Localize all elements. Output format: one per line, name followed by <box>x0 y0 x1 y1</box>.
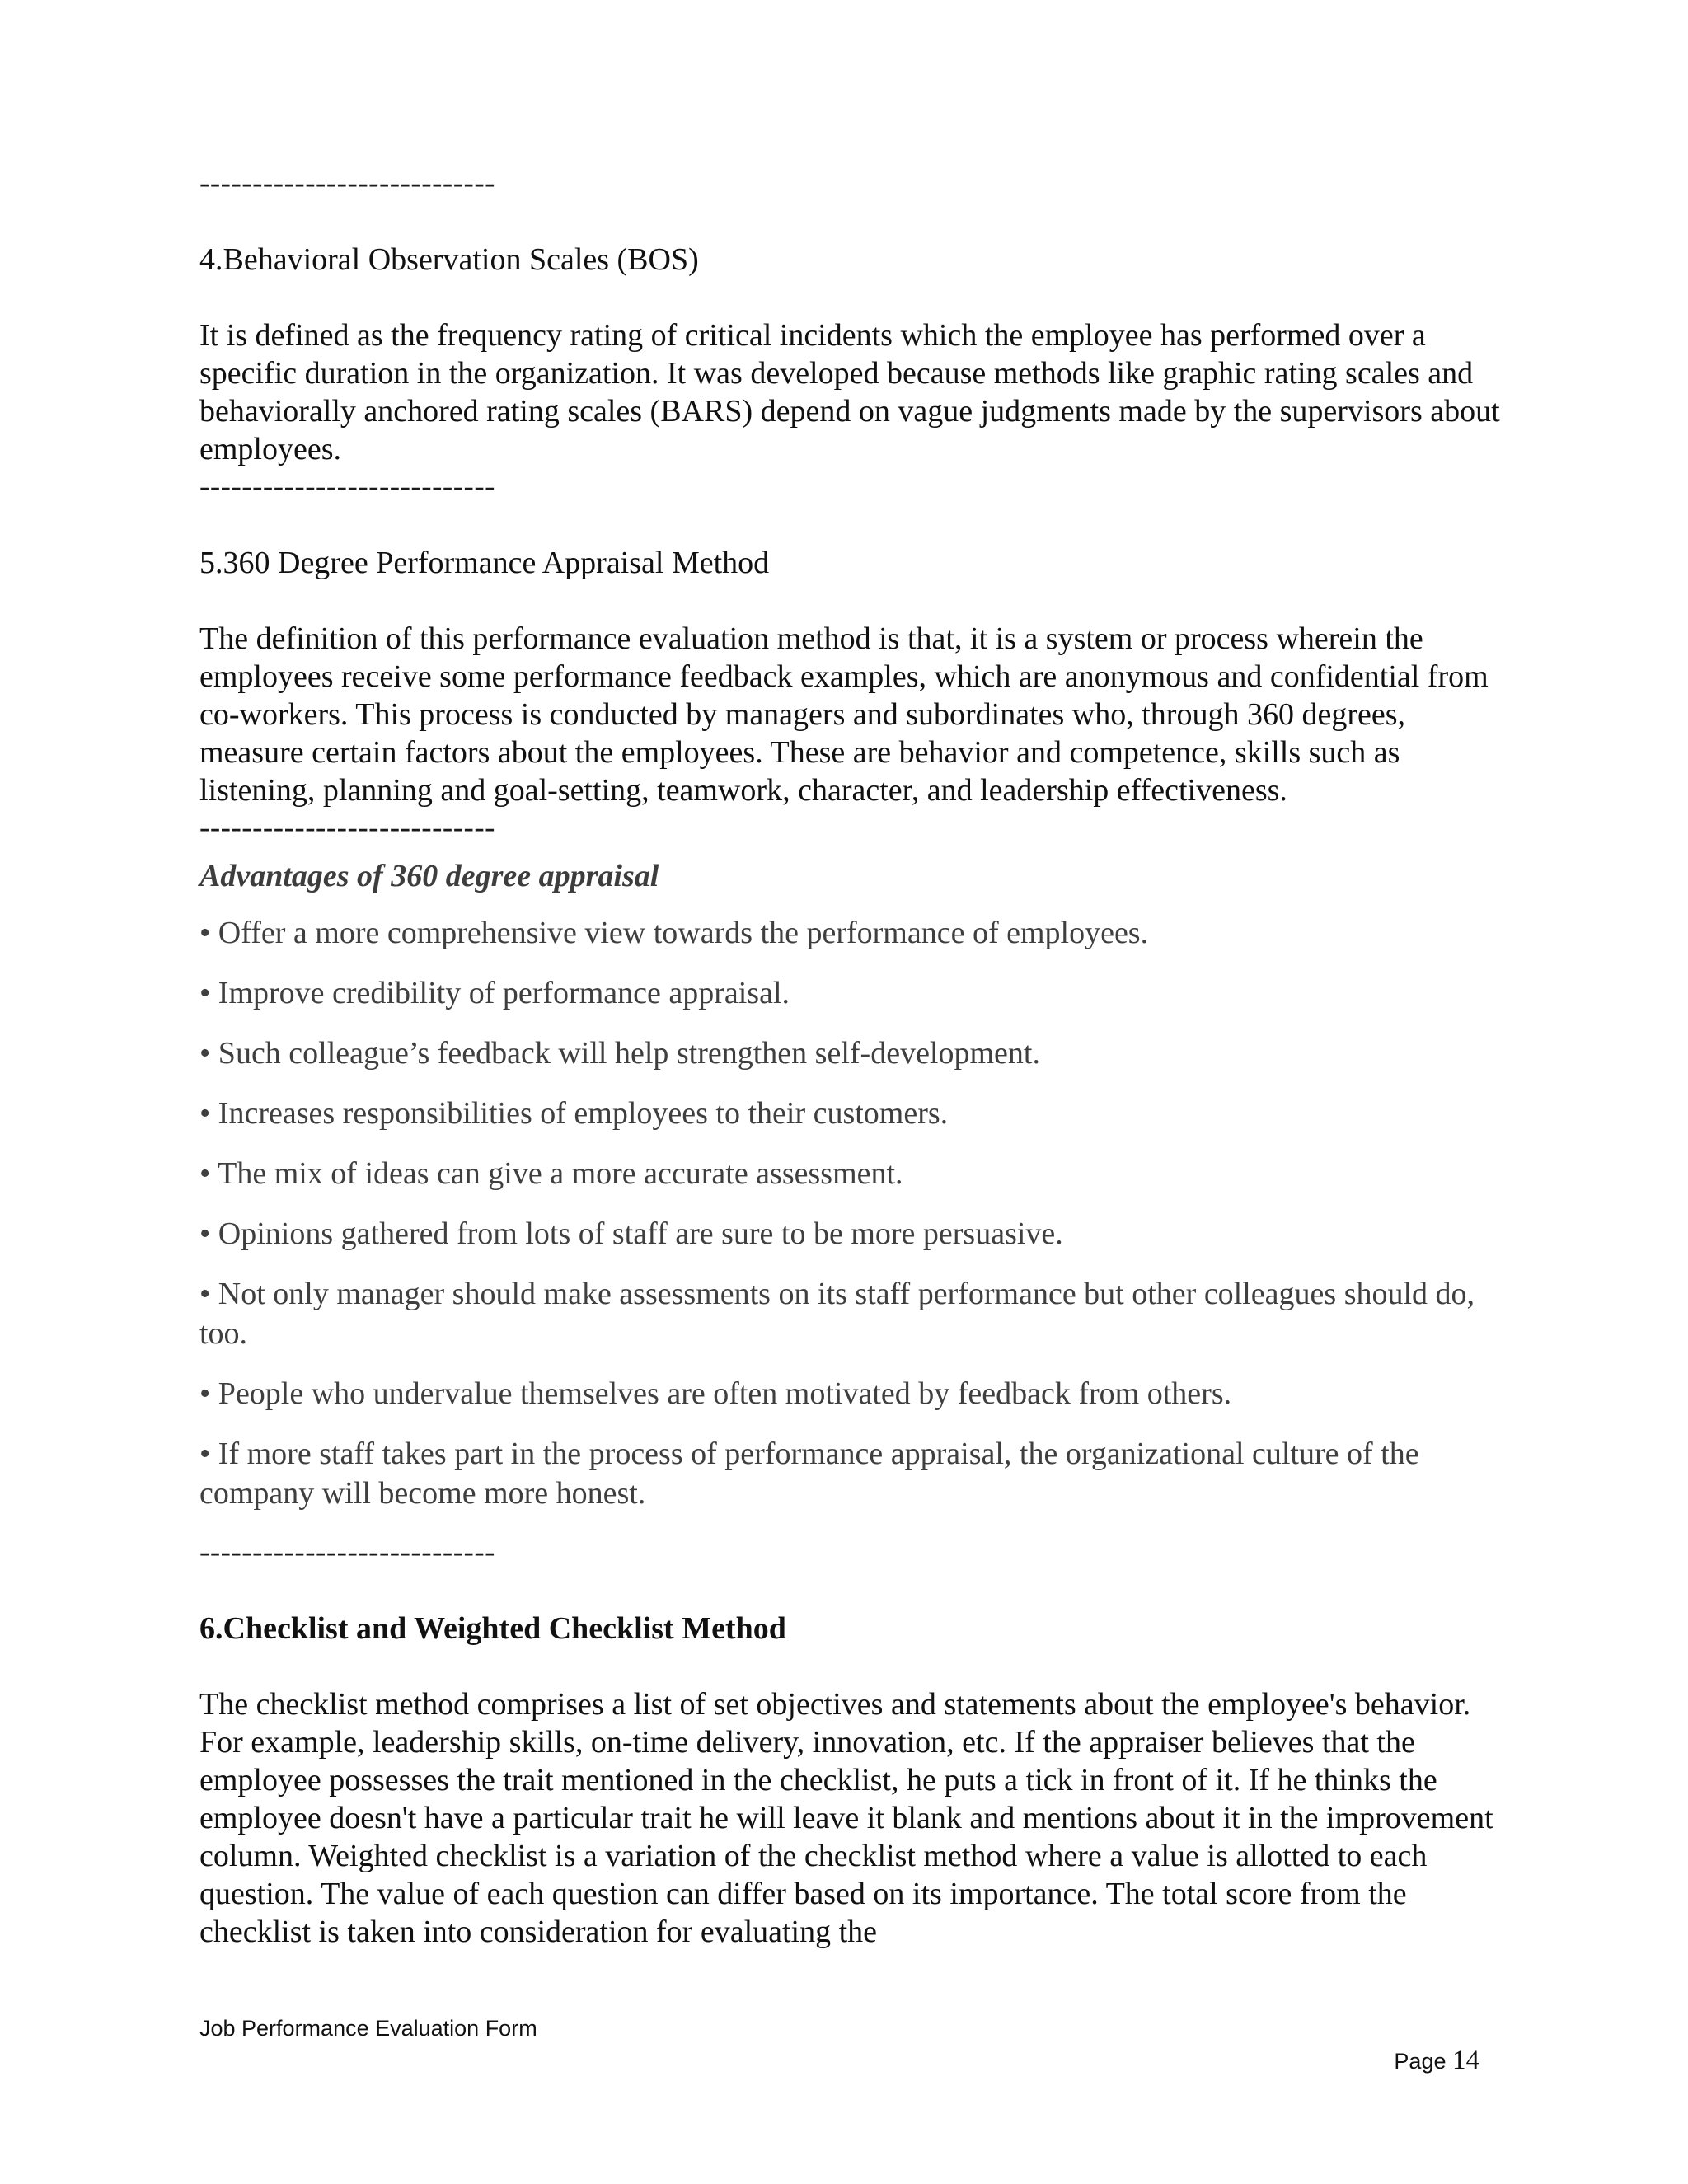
page-number: 14 <box>1452 2046 1479 2075</box>
list-item: • Increases responsibilities of employees to their customers. <box>199 1096 949 1131</box>
advantages-list <box>199 913 1510 1513</box>
section-body-360: The definition of this performance evaluation method is that, it is a system or process wherein the employees receive some performance feedback examples, which are anonymous and confidential from co-workers. This process is conducted by managers and subordinates who, through 360 degrees, measure certain factors about the employees. These are behavior and competence, skills such as listening, planning and goal-setting, teamwork, character, and leadership effectiveness. <box>199 621 1489 808</box>
list-item: • People who undervalue themselves are often motivated by feedback from others. <box>199 1376 1232 1411</box>
section-heading-checklist: 6.Checklist and Weighted Checklist Method <box>199 1611 786 1646</box>
section-body-checklist: The checklist method comprises a list of set objectives and statements about the employee's behavior. For example, leadership skills, on-time delivery, innovation, etc. If the appraiser believes that the employee possesses the trait mentioned in the checklist, he puts a tick in front of it. If he thinks the employee doesn't have a particular trait he will leave it blank and mentions about it in the improvement column. Weighted checklist is a variation of the checklist method where a value is allotted to each question. The value of each question can differ based on its importance. The total score from the checklist is taken into consideration for evaluating the <box>199 1687 1493 1949</box>
section-body-bos: It is defined as the frequency rating of critical incidents which the employee has performed over a specific duration in the organization. It was developed because methods like graphic rating scales and behaviorally anchored rating scales (BARS) depend on vague judgments made by the supervisors about employees. <box>199 318 1500 466</box>
separator-line: ---------------------------- <box>199 811 495 845</box>
separator-line: ---------------------------- <box>199 470 495 504</box>
separator-line: ---------------------------- <box>199 1535 495 1569</box>
section-heading-360: 5.360 Degree Performance Appraisal Method <box>199 546 770 580</box>
page-label: Page <box>1394 2049 1447 2074</box>
section-heading-bos: 4.Behavioral Observation Scales (BOS) <box>199 242 699 277</box>
list-item: • The mix of ideas can give a more accurate assessment. <box>199 1156 903 1191</box>
advantages-heading: Advantages of 360 degree appraisal <box>199 859 659 893</box>
list-item: • Such colleague’s feedback will help strengthen self-development. <box>199 1036 1040 1071</box>
separator-line: ---------------------------- <box>199 166 495 200</box>
document-page <box>199 165 1510 1951</box>
footer-document-title: Job Performance Evaluation Form <box>199 2016 537 2041</box>
footer-page-number <box>1394 2046 1479 2076</box>
list-item: • Offer a more comprehensive view towards the performance of employees. <box>199 916 1149 950</box>
list-item: • Opinions gathered from lots of staff are sure to be more persuasive. <box>199 1216 1063 1251</box>
list-item: • Improve credibility of performance appraisal. <box>199 976 790 1010</box>
list-item: • Not only manager should make assessments on its staff performance but other colleagues should do, too. <box>199 1277 1475 1351</box>
list-item: • If more staff takes part in the process of performance appraisal, the organizational culture of the company will become more honest. <box>199 1436 1419 1511</box>
